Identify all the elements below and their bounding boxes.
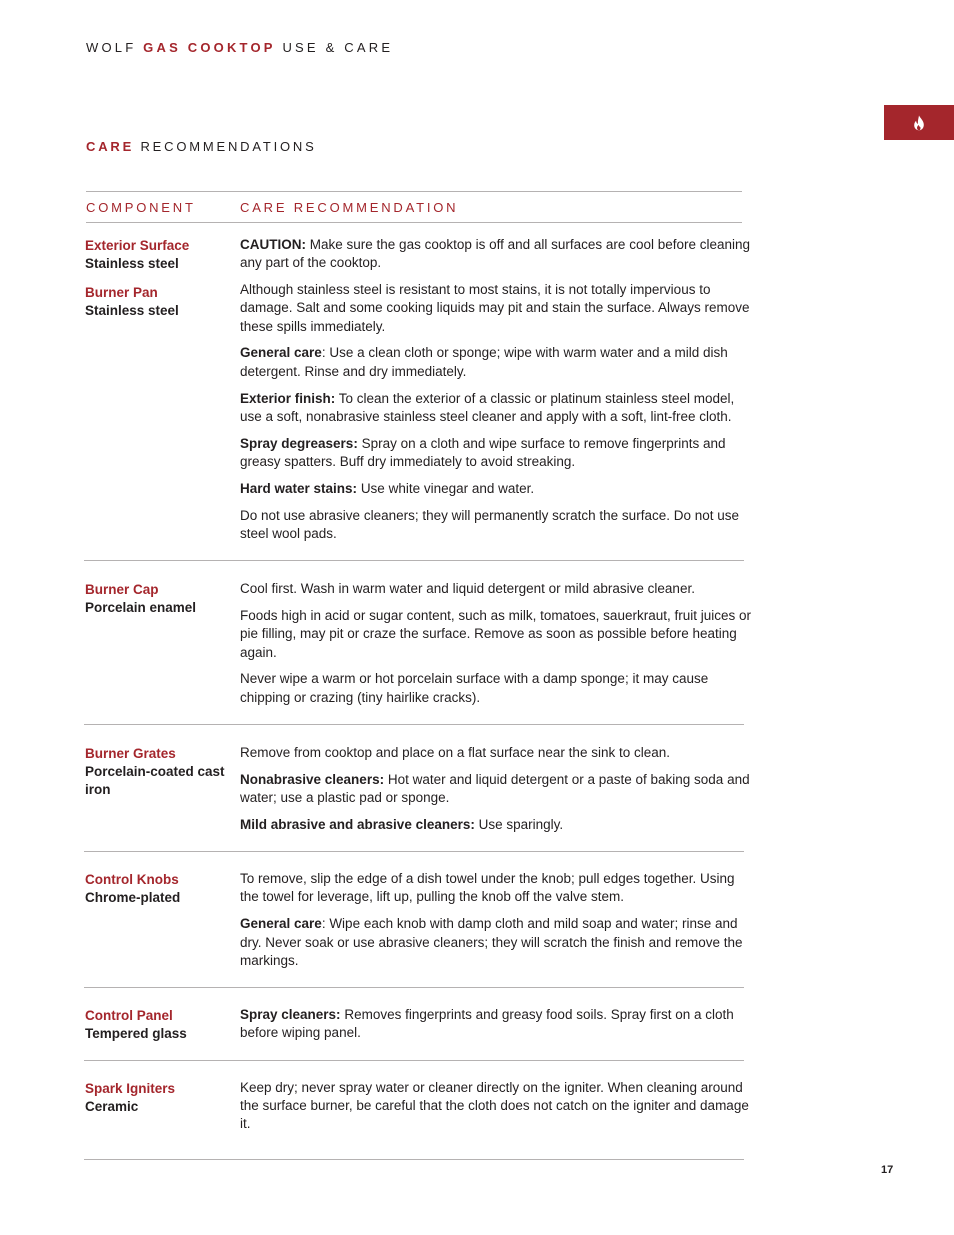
- paragraph-text: Use sparingly.: [478, 816, 564, 832]
- recommendation-paragraph: [240, 580, 752, 598]
- paragraph-text: Make sure the gas cooktop is off and all surfaces are cool before cleaning any part of the cooktop.: [240, 237, 751, 271]
- column-header-component: COMPONENT: [86, 200, 196, 215]
- paragraph-lead: General care: [240, 916, 322, 932]
- component-cell: [85, 581, 235, 628]
- flame-icon: [912, 115, 926, 131]
- paragraph-text: Although stainless steel is resistant to most stains, it is not totally impervious to damage. Salt and some cooking liquids may pit and stain the surface. Always remove these spills immediately.: [240, 282, 750, 334]
- recommendation-cell: [240, 580, 752, 707]
- paragraph-lead: Spray cleaners:: [240, 1007, 341, 1023]
- component-cell: [85, 871, 235, 918]
- component-cell: [85, 1007, 235, 1054]
- header-product: GAS COOKTOP: [143, 40, 276, 55]
- paragraph-lead: Mild abrasive and abrasive cleaners:: [240, 816, 475, 832]
- recommendation-paragraph: [240, 1006, 752, 1043]
- paragraph-text: To remove, slip the edge of a dish towel under the knob; pull edges together. Using the towel for leverage, lift up, pulling the knob off the valve stem.: [240, 871, 735, 905]
- paragraph-text: Use white vinegar and water.: [360, 480, 535, 496]
- component-cell: [85, 745, 235, 810]
- paragraph-text: Never wipe a warm or hot porcelain surface with a damp sponge; it may cause chipping or crazing (tiny hairlike cracks).: [240, 671, 709, 705]
- paragraph-text: : Use a clean cloth or sponge; wipe with warm water and a mild dish detergent. Rinse and dry immediately.: [240, 345, 728, 379]
- section-title-rest: RECOMMENDATIONS: [140, 139, 317, 154]
- component-cell: [85, 1080, 235, 1127]
- recommendation-cell: [240, 744, 752, 834]
- recommendation-paragraph: [240, 744, 752, 762]
- recommendation-paragraph: [240, 281, 752, 336]
- paragraph-text: Remove from cooktop and place on a flat surface near the sink to clean.: [240, 744, 670, 760]
- table-body: [84, 223, 751, 1160]
- paragraph-text: Foods high in acid or sugar content, such as milk, tomatoes, sauerkraut, fruit juices or pie filling, may pit or craze the surface. Remove as soon as possible before heating again.: [240, 607, 751, 660]
- paragraph-text: : Wipe each knob with damp cloth and mild soap and water; rinse and dry. Never soak or use abrasive cleaners; they will scratch the finish and remove the markings.: [240, 916, 743, 968]
- recommendation-paragraph: [240, 344, 752, 381]
- paragraph-lead: Exterior finish:: [240, 390, 336, 406]
- component-entry: [85, 745, 235, 799]
- paragraph-lead: Nonabrasive cleaners:: [240, 771, 385, 787]
- header-brand: WOLF: [86, 40, 137, 55]
- column-header-recommendation: CARE RECOMMENDATION: [240, 200, 459, 215]
- page-number: 17: [881, 1164, 894, 1176]
- paragraph-text: Hot water and liquid detergent or a paste of baking soda and water; use a plastic pad or sponge.: [240, 771, 750, 806]
- component-entry: [85, 284, 235, 320]
- paragraph-lead: CAUTION:: [240, 237, 306, 252]
- table-row: [84, 852, 744, 988]
- component-entry: [85, 871, 235, 907]
- recommendation-paragraph: [240, 670, 752, 707]
- paragraph-text: Keep dry; never spray water or cleaner directly on the igniter. When cleaning around the surface burner, be careful that the cloth does not catch on the igniter and damage it.: [240, 1079, 749, 1132]
- table-row: [84, 1061, 749, 1160]
- section-title-accent: CARE: [86, 139, 135, 154]
- section-tab: [884, 105, 954, 140]
- recommendation-paragraph: [240, 816, 752, 834]
- recommendation-paragraph: [240, 507, 752, 544]
- component-material: Chrome-plated: [85, 890, 181, 906]
- recommendation-paragraph: [240, 607, 752, 662]
- component-material: Stainless steel: [85, 256, 179, 271]
- paragraph-text: To clean the exterior of a classic or platinum stainless steel model, use a soft, nonabrasive stainless steel cleaner and apply with a soft, lint-free cloth.: [240, 390, 735, 424]
- component-entry: [85, 581, 235, 617]
- recommendation-paragraph: [240, 1079, 752, 1134]
- recommendation-paragraph: [240, 236, 752, 273]
- component-name: Control Knobs: [85, 872, 179, 888]
- recommendation-cell: [240, 1006, 752, 1043]
- component-material: Ceramic: [85, 1098, 139, 1114]
- header-suffix: USE & CARE: [282, 40, 394, 55]
- component-entry: [85, 237, 235, 273]
- paragraph-text: Removes fingerprints and greasy food soils. Spray first on a cloth before wiping panel.: [240, 1007, 734, 1041]
- component-cell: [85, 237, 235, 331]
- paragraph-lead: General care: [240, 345, 322, 361]
- recommendation-paragraph: [240, 771, 752, 808]
- component-entry: [85, 1080, 235, 1116]
- component-name: Control Panel: [85, 1008, 173, 1024]
- component-material: Porcelain-coated cast iron: [85, 763, 225, 797]
- component-name: Exterior Surface: [85, 238, 190, 253]
- component-name: Burner Cap: [85, 582, 159, 598]
- paragraph-text: Cool first. Wash in warm water and liquid detergent or mild abrasive cleaner.: [240, 581, 695, 597]
- section-title: [86, 139, 317, 154]
- paragraph-text: Do not use abrasive cleaners; they will permanently scratch the surface. Do not use steel wool pads.: [240, 507, 739, 541]
- recommendation-cell: [240, 870, 752, 970]
- table-row: [84, 561, 751, 725]
- paragraph-text: Spray on a cloth and wipe surface to remove fingerprints and greasy spatters. Buff dry immediately to avoid streaking.: [240, 435, 726, 469]
- care-table: [84, 191, 751, 1160]
- component-name: Burner Pan: [85, 285, 158, 300]
- component-material: Stainless steel: [85, 303, 179, 318]
- paragraph-lead: Hard water stains:: [240, 480, 358, 496]
- table-row: [84, 223, 751, 561]
- component-name: Burner Grates: [85, 745, 176, 761]
- paragraph-lead: Spray degreasers:: [240, 435, 358, 451]
- table-header: [86, 191, 742, 223]
- component-name: Spark Igniters: [85, 1080, 176, 1096]
- recommendation-paragraph: [240, 435, 752, 472]
- recommendation-cell: [240, 236, 752, 543]
- component-entry: [85, 1007, 235, 1043]
- recommendation-paragraph: [240, 480, 752, 498]
- recommendation-cell: [240, 1079, 752, 1134]
- recommendation-paragraph: [240, 390, 752, 427]
- recommendation-paragraph: [240, 870, 752, 907]
- running-header: [86, 40, 393, 55]
- table-row: [84, 988, 744, 1061]
- component-material: Porcelain enamel: [85, 600, 197, 616]
- component-material: Tempered glass: [85, 1026, 187, 1042]
- recommendation-paragraph: [240, 915, 752, 970]
- table-row: [84, 725, 750, 852]
